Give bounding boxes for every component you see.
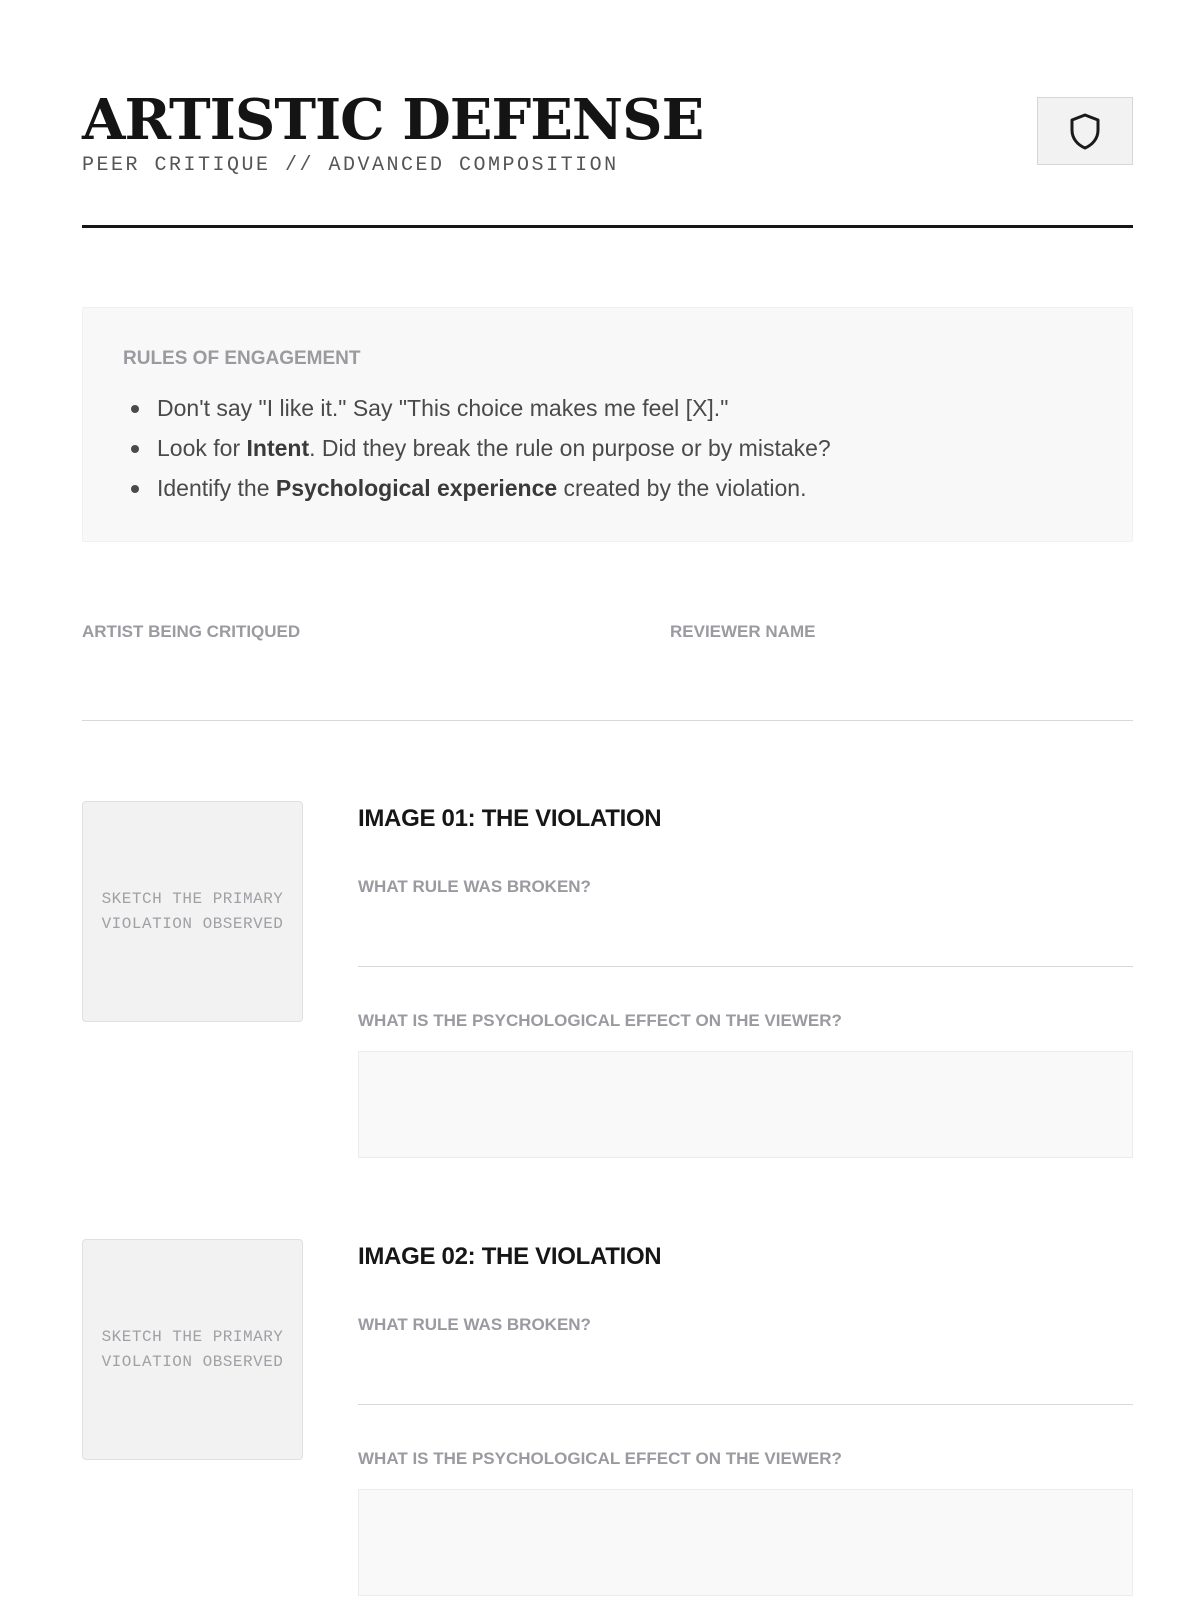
rule-broken-label: WHAT RULE WAS BROKEN? bbox=[358, 1315, 591, 1334]
rules-heading: RULES OF ENGAGEMENT bbox=[123, 348, 361, 369]
sketch-placeholder: SKETCH THE PRIMARY VIOLATION OBSERVED bbox=[101, 1327, 284, 1371]
rules-box bbox=[82, 307, 1133, 542]
rule-broken-input[interactable] bbox=[358, 1339, 1133, 1405]
psych-effect-textarea[interactable] bbox=[358, 1489, 1133, 1596]
rule-broken-input[interactable] bbox=[358, 901, 1133, 967]
critique-section-2 bbox=[82, 1239, 1133, 1599]
rule-item: Identify the Psychological experience created by the violation. bbox=[123, 468, 831, 508]
artist-label: ARTIST BEING CRITIQUED bbox=[82, 622, 301, 641]
reviewer-label: REVIEWER NAME bbox=[670, 622, 816, 641]
rule-item: Look for Intent. Did they break the rule on purpose or by mistake? bbox=[123, 428, 831, 468]
critique-section-1 bbox=[82, 801, 1133, 1161]
reviewer-input[interactable] bbox=[670, 656, 1137, 708]
info-row bbox=[82, 622, 1133, 721]
section-title: IMAGE 01: THE VIOLATION bbox=[358, 805, 662, 832]
psych-effect-textarea[interactable] bbox=[358, 1051, 1133, 1158]
rule-broken-label: WHAT RULE WAS BROKEN? bbox=[358, 877, 591, 896]
psych-effect-label: WHAT IS THE PSYCHOLOGICAL EFFECT ON THE VIEWER? bbox=[358, 1449, 842, 1468]
rules-list bbox=[123, 388, 831, 508]
psych-effect-label: WHAT IS THE PSYCHOLOGICAL EFFECT ON THE VIEWER? bbox=[358, 1011, 842, 1030]
shield-icon bbox=[1068, 112, 1102, 150]
page-title: ARTISTIC DEFENSE bbox=[82, 87, 704, 153]
sketch-area[interactable] bbox=[82, 1239, 303, 1460]
sketch-area[interactable] bbox=[82, 801, 303, 1022]
shield-button[interactable] bbox=[1037, 97, 1133, 165]
section-title: IMAGE 02: THE VIOLATION bbox=[358, 1243, 662, 1270]
artist-input[interactable] bbox=[82, 656, 646, 708]
page-subtitle: PEER CRITIQUE // ADVANCED COMPOSITION bbox=[82, 154, 619, 177]
sketch-placeholder: SKETCH THE PRIMARY VIOLATION OBSERVED bbox=[101, 889, 284, 933]
page-header bbox=[82, 82, 1133, 228]
rule-item: Don't say "I like it." Say "This choice makes me feel [X]." bbox=[123, 388, 831, 428]
